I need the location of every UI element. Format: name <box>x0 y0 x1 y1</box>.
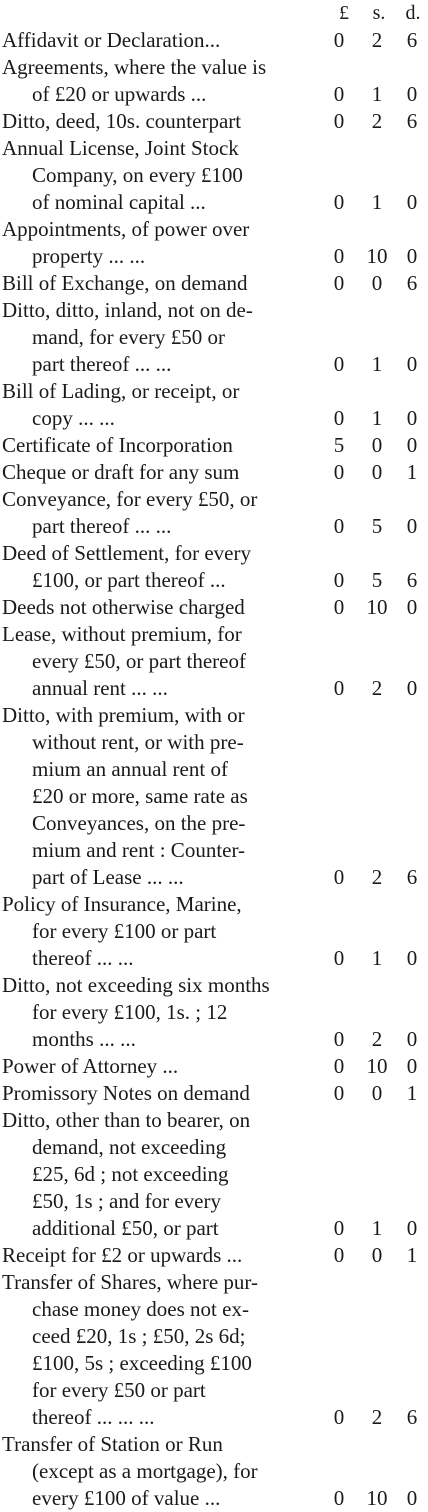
shillings-value: 0 <box>371 1243 383 1267</box>
entry-line <box>0 1458 428 1485</box>
pounds-value: 0 <box>333 1027 345 1051</box>
pence-value: 6 <box>406 1405 418 1429</box>
entry-line <box>0 351 428 378</box>
shillings-value: 2 <box>371 109 383 133</box>
pence-value: 6 <box>406 28 418 52</box>
pence-value: 0 <box>406 352 418 376</box>
pounds-value: 0 <box>333 109 345 133</box>
entry-line <box>0 945 428 972</box>
entry-text: every £100 of value ... <box>32 1486 221 1510</box>
entry-line <box>0 1053 428 1080</box>
pence-value: 0 <box>406 1054 418 1078</box>
duty-entries <box>0 27 428 1512</box>
entry-text: Bill of Exchange, on demand <box>2 271 248 295</box>
duty-entry <box>0 432 428 459</box>
entry-line <box>0 567 428 594</box>
entry-text: mium and rent : Counter- <box>32 838 246 862</box>
pounds-value: 0 <box>333 1216 345 1240</box>
entry-text: Bill of Lading, or receipt, or <box>2 379 240 403</box>
entry-line <box>0 729 428 756</box>
entry-line <box>0 783 428 810</box>
duty-entry <box>0 27 428 54</box>
pence-value: 0 <box>406 82 418 106</box>
pence-value: 0 <box>406 244 418 268</box>
entry-line <box>0 999 428 1026</box>
pounds-header: £ <box>339 2 349 24</box>
shillings-value: 2 <box>371 1027 383 1051</box>
shillings-value: 10 <box>366 1486 388 1510</box>
entry-text: Annual License, Joint Stock <box>2 136 239 160</box>
entry-text: Lease, without premium, for <box>2 622 242 646</box>
entry-line <box>0 837 428 864</box>
duty-entry <box>0 621 428 702</box>
entry-text: thereof ... ... ... <box>32 1405 155 1429</box>
shillings-value: 1 <box>371 352 383 376</box>
duty-entry <box>0 1431 428 1512</box>
pounds-value: 0 <box>333 190 345 214</box>
duty-entry <box>0 270 428 297</box>
pence-value: 6 <box>406 568 418 592</box>
entry-text: Conveyance, for every £50, or <box>2 487 258 511</box>
shillings-value: 0 <box>371 460 383 484</box>
pence-value: 0 <box>406 946 418 970</box>
entry-line <box>0 1107 428 1134</box>
pounds-value: 0 <box>333 1405 345 1429</box>
shillings-value: 10 <box>366 595 388 619</box>
entry-line <box>0 1404 428 1431</box>
pounds-value: 0 <box>333 595 345 619</box>
pence-value: 1 <box>406 1081 418 1105</box>
pounds-value: 0 <box>333 676 345 700</box>
shillings-value: 2 <box>371 28 383 52</box>
entry-line <box>0 1161 428 1188</box>
shillings-value: 1 <box>371 406 383 430</box>
entry-text: part thereof ... ... <box>32 514 172 538</box>
entry-line <box>0 648 428 675</box>
pounds-value: 0 <box>333 1081 345 1105</box>
entry-text: £20 or more, same rate as <box>32 784 248 808</box>
pounds-value: 0 <box>333 946 345 970</box>
entry-line <box>0 1242 428 1269</box>
pence-value: 0 <box>406 433 418 457</box>
entry-line <box>0 1377 428 1404</box>
entry-line <box>0 243 428 270</box>
entry-text: Policy of Insurance, Marine, <box>2 892 242 916</box>
entry-text: (except as a mortgage), for <box>32 1459 258 1483</box>
duty-entry <box>0 702 428 891</box>
entry-text: mium an annual rent of <box>32 757 228 781</box>
shillings-value: 2 <box>371 865 383 889</box>
entry-text: property ... ... <box>32 244 146 268</box>
entry-line <box>0 1134 428 1161</box>
entry-line <box>0 756 428 783</box>
entry-line <box>0 216 428 243</box>
entry-line <box>0 54 428 81</box>
duty-entry <box>0 459 428 486</box>
shillings-value: 10 <box>366 244 388 268</box>
entry-text: additional £50, or part <box>32 1216 219 1240</box>
shillings-value: 0 <box>371 1081 383 1105</box>
entry-line <box>0 1269 428 1296</box>
pence-value: 6 <box>406 271 418 295</box>
entry-line <box>0 108 428 135</box>
entry-line <box>0 189 428 216</box>
shillings-value: 2 <box>371 1405 383 1429</box>
entry-text: £25, 6d ; not exceeding <box>32 1162 229 1186</box>
entry-text: of £20 or upwards ... <box>32 82 207 106</box>
entry-line <box>0 378 428 405</box>
duty-entry <box>0 1269 428 1431</box>
entry-text: for every £100, 1s. ; 12 <box>32 1000 228 1024</box>
entry-text: Ditto, not exceeding six months <box>2 973 270 997</box>
shillings-value: 5 <box>371 568 383 592</box>
entry-line <box>0 1431 428 1458</box>
pounds-value: 0 <box>333 568 345 592</box>
shillings-value: 1 <box>371 82 383 106</box>
entry-text: Affidavit or Declaration... <box>2 28 221 52</box>
entry-text: mand, for every £50 or <box>32 325 226 349</box>
shillings-value: 1 <box>371 190 383 214</box>
entry-line <box>0 270 428 297</box>
pence-value: 0 <box>406 595 418 619</box>
pence-value: 0 <box>406 406 418 430</box>
duty-entry <box>0 1080 428 1107</box>
entry-text: part of Lease ... ... <box>32 865 184 889</box>
entry-text: Ditto, ditto, inland, not on de- <box>2 298 253 322</box>
pounds-value: 0 <box>333 244 345 268</box>
entry-line <box>0 675 428 702</box>
pounds-value: 0 <box>333 460 345 484</box>
entry-text: £50, 1s ; and for every <box>32 1189 221 1213</box>
pence-value: 6 <box>406 865 418 889</box>
entry-text: Cheque or draft for any sum <box>2 460 240 484</box>
entry-line <box>0 432 428 459</box>
entry-line <box>0 972 428 999</box>
entry-line <box>0 1485 428 1512</box>
entry-text: annual rent ... ... <box>32 676 168 700</box>
shillings-value: 0 <box>371 271 383 295</box>
entry-text: Ditto, with premium, with or <box>2 703 245 727</box>
duty-entry <box>0 297 428 378</box>
entry-text: Conveyances, on the pre- <box>32 811 246 835</box>
duty-entry <box>0 378 428 432</box>
entry-text: Company, on every £100 <box>32 163 243 187</box>
pounds-value: 0 <box>333 1486 345 1510</box>
pounds-value: 5 <box>333 433 345 457</box>
pence-value: 0 <box>406 1486 418 1510</box>
duty-entry <box>0 972 428 1053</box>
entry-text: ceed £20, 1s ; £50, 2s 6d; <box>32 1324 246 1348</box>
entry-text: Ditto, other than to bearer, on <box>2 1108 251 1132</box>
pounds-value: 0 <box>333 271 345 295</box>
entry-line <box>0 1188 428 1215</box>
pence-value: 0 <box>406 514 418 538</box>
entry-line <box>0 162 428 189</box>
entry-line <box>0 621 428 648</box>
entry-text: Receipt for £2 or upwards ... <box>2 1243 243 1267</box>
duty-entry <box>0 216 428 270</box>
entry-line <box>0 1026 428 1053</box>
entry-text: Power of Attorney ... <box>2 1054 179 1078</box>
entry-text: chase money does not ex- <box>32 1297 249 1321</box>
duty-entry <box>0 1107 428 1242</box>
entry-text: Certificate of Incorporation <box>2 433 233 457</box>
pence-header: d. <box>405 2 421 24</box>
duty-entry <box>0 1053 428 1080</box>
entry-text: without rent, or with pre- <box>32 730 244 754</box>
duty-entry <box>0 54 428 108</box>
shillings-value: 1 <box>371 946 383 970</box>
pence-value: 0 <box>406 190 418 214</box>
entry-line <box>0 486 428 513</box>
entry-text: Transfer of Shares, where pur- <box>2 1270 258 1294</box>
shillings-value: 2 <box>371 676 383 700</box>
entry-text: £100, 5s ; exceeding £100 <box>32 1351 252 1375</box>
pounds-value: 0 <box>333 352 345 376</box>
entry-line <box>0 810 428 837</box>
entry-text: months ... ... <box>32 1027 136 1051</box>
pounds-value: 0 <box>333 1054 345 1078</box>
entry-text: Promissory Notes on demand <box>2 1081 250 1105</box>
entry-text: Ditto, deed, 10s. counterpart <box>2 109 242 133</box>
pounds-value: 0 <box>333 28 345 52</box>
pounds-value: 0 <box>333 514 345 538</box>
pence-value: 0 <box>406 1216 418 1240</box>
entry-text: Deeds not otherwise charged <box>2 595 245 619</box>
entry-line <box>0 297 428 324</box>
duty-entry <box>0 891 428 972</box>
entry-line <box>0 324 428 351</box>
duty-entry <box>0 594 428 621</box>
pence-value: 1 <box>406 460 418 484</box>
duty-entry <box>0 135 428 216</box>
entry-text: £100, or part thereof ... <box>32 568 226 592</box>
entry-line <box>0 1080 428 1107</box>
currency-header <box>0 0 428 27</box>
pence-value: 6 <box>406 109 418 133</box>
pence-value: 0 <box>406 676 418 700</box>
entry-text: Agreements, where the value is <box>2 55 267 79</box>
pounds-value: 0 <box>333 406 345 430</box>
shillings-value: 0 <box>371 433 383 457</box>
pence-value: 1 <box>406 1243 418 1267</box>
entry-text: thereof ... ... <box>32 946 134 970</box>
shillings-header: s. <box>372 2 386 24</box>
entry-line <box>0 540 428 567</box>
pounds-value: 0 <box>333 1243 345 1267</box>
entry-line <box>0 1323 428 1350</box>
entry-line <box>0 513 428 540</box>
entry-line <box>0 1215 428 1242</box>
entry-text: part thereof ... ... <box>32 352 172 376</box>
entry-text: Appointments, of power over <box>2 217 250 241</box>
entry-text: every £50, or part thereof <box>32 649 246 673</box>
entry-line <box>0 27 428 54</box>
entry-text: Deed of Settlement, for every <box>2 541 251 565</box>
pence-value: 0 <box>406 1027 418 1051</box>
entry-text: for every £50 or part <box>32 1378 206 1402</box>
entry-line <box>0 891 428 918</box>
entry-line <box>0 594 428 621</box>
entry-text: of nominal capital ... <box>32 190 206 214</box>
entry-line <box>0 135 428 162</box>
duty-entry <box>0 108 428 135</box>
entry-line <box>0 918 428 945</box>
entry-text: for every £100 or part <box>32 919 217 943</box>
entry-line <box>0 702 428 729</box>
entry-line <box>0 459 428 486</box>
entry-line <box>0 1296 428 1323</box>
entry-text: copy ... ... <box>32 406 115 430</box>
shillings-value: 5 <box>371 514 383 538</box>
entry-line <box>0 81 428 108</box>
duty-entry <box>0 486 428 540</box>
duty-entry <box>0 1242 428 1269</box>
entry-line <box>0 864 428 891</box>
shillings-value: 1 <box>371 1216 383 1240</box>
pounds-value: 0 <box>333 82 345 106</box>
entry-line <box>0 1350 428 1377</box>
entry-line <box>0 405 428 432</box>
shillings-value: 10 <box>366 1054 388 1078</box>
entry-text: demand, not exceeding <box>32 1135 227 1159</box>
duty-entry <box>0 540 428 594</box>
entry-text: Transfer of Station or Run <box>2 1432 223 1456</box>
pounds-value: 0 <box>333 865 345 889</box>
